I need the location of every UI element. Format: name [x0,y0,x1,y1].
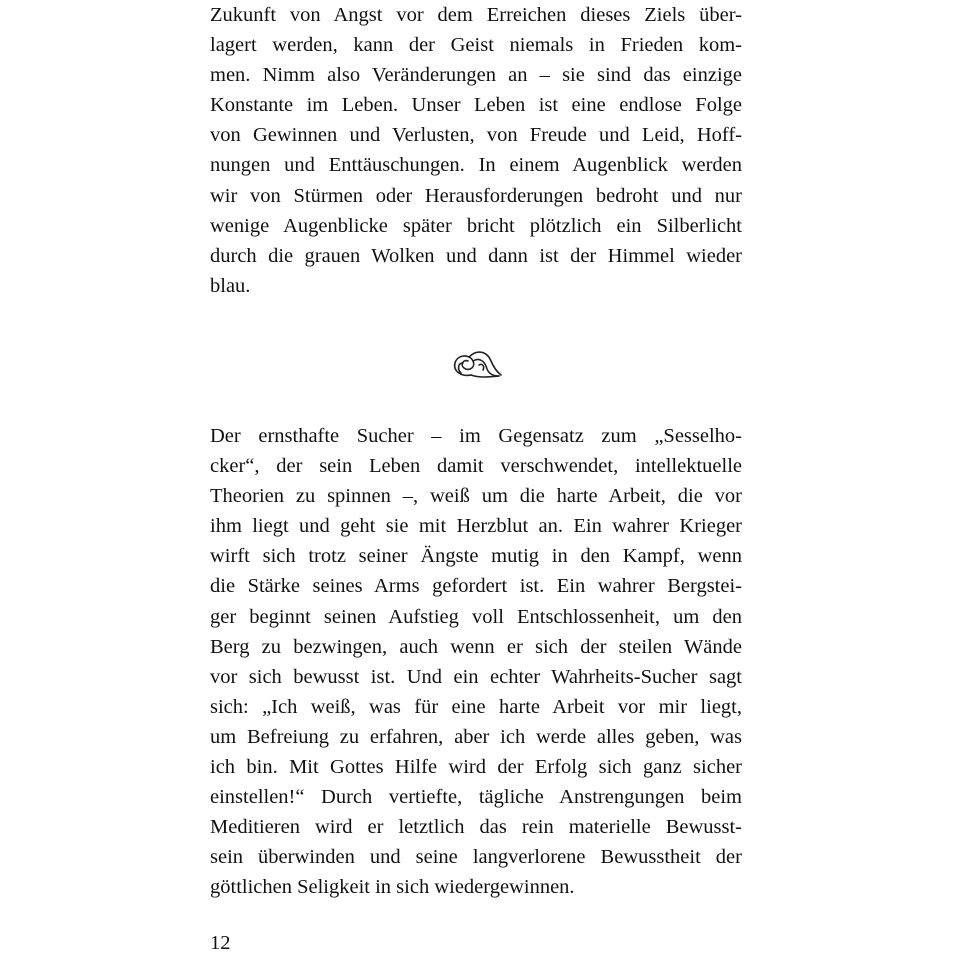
text-line: wirft sich trotz seiner Ängste mutig in den Kampf, wenn [210,545,742,568]
text-line: Berg zu bezwingen, auch wenn er sich der steilen Wände [210,635,742,658]
text-line: die Stärke seines Arms gefordert ist. Ein wahrer Bergstei- [210,575,742,598]
text-line: ihm liegt und geht sie mit Herzblut an. Ein wahrer Krieger [210,515,742,538]
text-line: Meditieren wird er letztlich das rein materielle Bewusst- [210,816,742,839]
text-line: um Befreiung zu erfahren, aber ich werde alles geben, was [210,725,742,748]
text-line: nungen und Enttäuschungen. In einem Augenblick werden [210,154,742,177]
text-line: göttlichen Seligkeit in sich wiedergewinnen. [210,876,575,899]
text-line: von Gewinnen und Verlusten, von Freude und Leid, Hoff- [210,124,742,147]
page-number: 12 [210,932,231,954]
paragraph-2 [210,421,742,903]
text-line: blau. [210,274,251,297]
ornament-strokes [455,352,501,377]
text-line: ger beginnt seinen Aufstieg voll Entschlossenheit, um den [210,605,742,628]
text-line: lagert werden, kann der Geist niemals in Frieden kom- [210,34,742,57]
text-line: Theorien zu spinnen –, weiß um die harte Arbeit, die vor [210,485,742,508]
text-line: cker“, der sein Leben damit verschwendet, intellektuelle [210,455,742,478]
text-line: ich bin. Mit Gottes Hilfe wird der Erfolg sich ganz sicher [210,756,742,779]
fleuron-swirl-icon [449,343,503,383]
text-line: vor sich bewusst ist. Und ein echter Wahrheits-Sucher sagt [210,665,742,688]
text-line: sich: „Ich weiß, was für eine harte Arbeit vor mir liegt, [210,695,742,718]
text-line: durch die grauen Wolken und dann ist der Himmel wieder [210,244,742,267]
paragraph-1 [210,0,742,301]
text-line: Konstante im Leben. Unser Leben ist eine endlose Folge [210,94,742,117]
text-line: men. Nimm also Veränderungen an – sie sind das einzige [210,64,742,87]
text-line: sein überwinden und seine langverlorene Bewusstheit der [210,846,742,869]
text-line: wir von Stürmen oder Herausforderungen bedroht und nur [210,184,742,207]
text-line: wenige Augenblicke später bricht plötzlich ein Silberlicht [210,214,742,237]
text-line: Der ernsthafte Sucher – im Gegensatz zum „Sesselho- [210,425,742,447]
text-line: Zukunft von Angst vor dem Erreichen dieses Ziels über- [210,4,742,26]
text-line: einstellen!“ Durch vertiefte, tägliche Anstrengungen beim [210,786,742,809]
